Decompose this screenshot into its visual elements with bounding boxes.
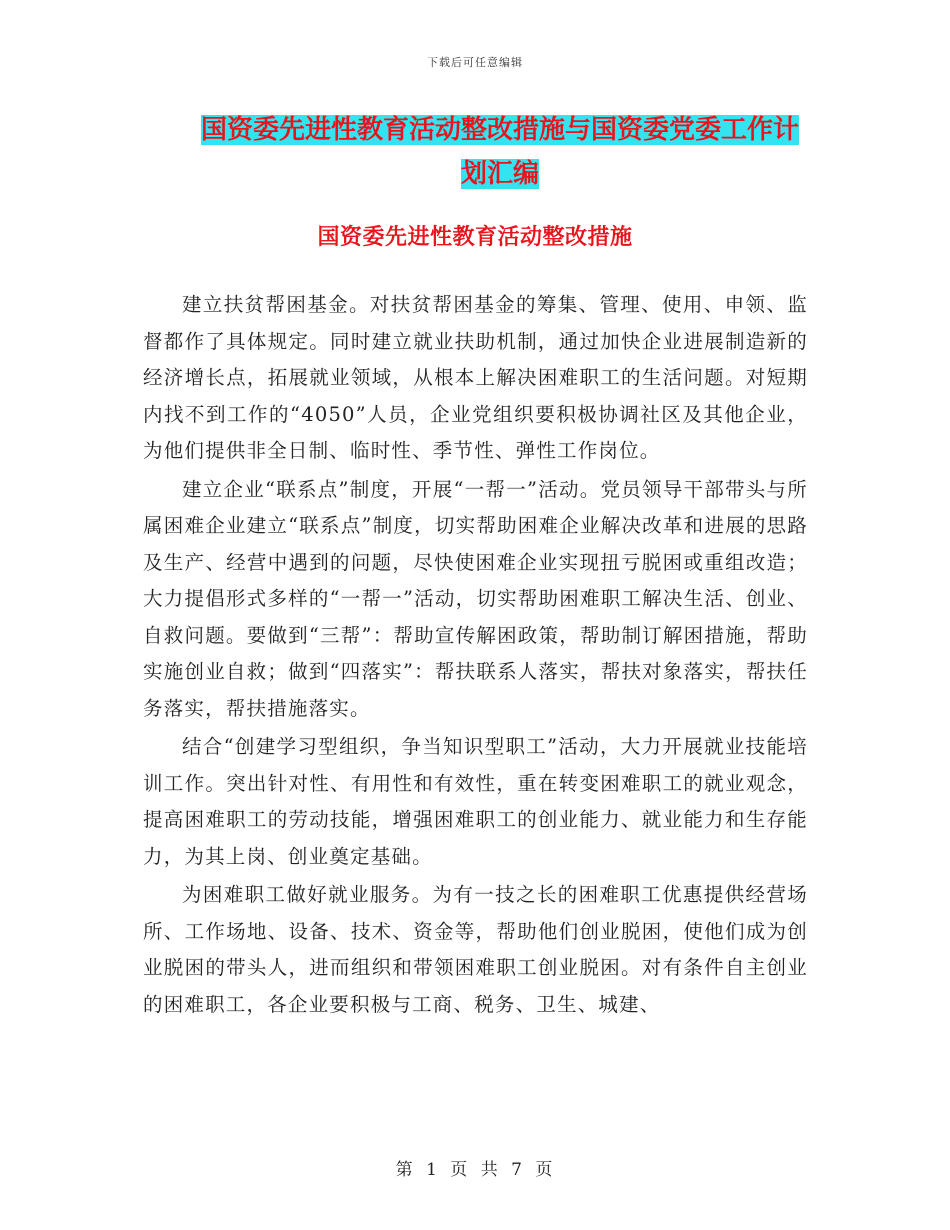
paragraph-1: 建立扶贫帮困基金。对扶贫帮困基金的筹集、管理、使用、申领、监督都作了具体规定。同时建立就业扶助机制，通过加快企业进展制造新的经济增长点，拓展就业领域，从根本上解决困难职工的生活问题。对短期内找不到工作的“4050”人员，企业党组织要积极协调社区及其他企业，为他们提供非全日制、临时性、季节性、弹性工作岗位。 (143, 293, 808, 462)
document-title-line1: 国资委先进性教育活动整改措施与国资委党委工作计 (200, 115, 799, 145)
section-title: 国资委先进性教育活动整改措施 (317, 224, 633, 250)
header-note: 下载后可任意编辑 (427, 56, 523, 69)
paragraph-3: 结合“创建学习型组织，争当知识型职工”活动，大力开展就业技能培训工作。突出针对性、有用性和有效性，重在转变困难职工的就业观念，提高困难职工的劳动技能，增强困难职工的创业能力、就业能力和生存能力，为其上岗、创业奠定基础。 (143, 735, 808, 868)
paragraph-4: 为困难职工做好就业服务。为有一技之长的困难职工优惠提供经营场所、工作场地、设备、技术、资金等，帮助他们创业脱困，使他们成为创业脱困的带头人，进而组织和带领困难职工创业脱困。对有条件自主创业的困难职工，各企业要积极与工商、税务、卫生、城建、 (143, 883, 808, 1016)
document-title-line2: 划汇编 (460, 159, 539, 189)
page-number-footer: 第 1 页 共 7 页 (395, 1160, 555, 1180)
document-title (150, 108, 850, 196)
paragraph-2: 建立企业“联系点”制度，开展“一帮一”活动。党员领导干部带头与所属困难企业建立“联系点”制度，切实帮助困难企业解决改革和进展的思路及生产、经营中遇到的问题，尽快使困难企业实现扭亏脱困或重组改造；大力提倡形式多样的“一帮一”活动，切实帮助困难职工解决生活、创业、自救问题。要做到“三帮”：帮助宣传解困政策，帮助制订解困措施，帮助实施创业自救；做到“四落实”：帮扶联系人落实，帮扶对象落实，帮扶任务落实，帮扶措施落实。 (143, 477, 808, 720)
document-body (143, 287, 808, 1023)
